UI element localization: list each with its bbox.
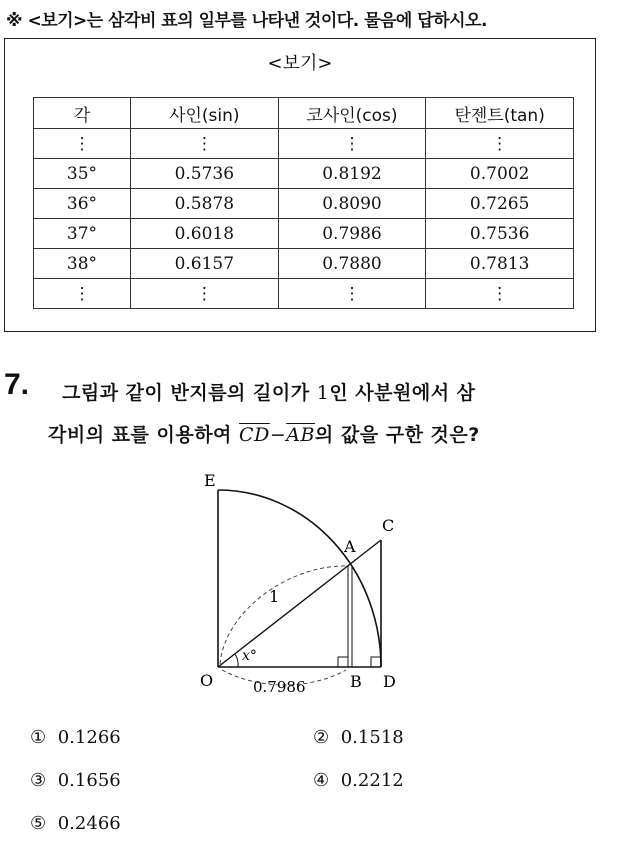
choice-value: 0.1266 [57, 727, 121, 748]
question-text: 의 값을 구한 것은? [314, 424, 480, 446]
table-cell: ⋮ [278, 129, 426, 159]
table-cell: 0.7536 [426, 219, 574, 249]
header-sin: 사인(sin) [130, 98, 278, 129]
table-cell: 0.6157 [130, 249, 278, 279]
angle-arc [235, 654, 238, 667]
label-radius-one: 1 [269, 587, 280, 606]
table-cell: 38° [34, 249, 131, 279]
table-cell: ⋮ [130, 129, 278, 159]
label-a: A [344, 537, 356, 556]
choice-5[interactable] [30, 813, 121, 834]
table-cell: 37° [34, 219, 131, 249]
quarter-arc [218, 490, 381, 667]
choice-mark: ① [30, 727, 47, 748]
radius-dashed-arc [220, 566, 346, 664]
label-d: D [383, 672, 396, 691]
choice-value: 0.1656 [57, 770, 121, 791]
right-angle-mark-b [338, 657, 348, 667]
table-cell: 0.5736 [130, 159, 278, 189]
header-angle: 각 [34, 98, 131, 129]
instruction-text: ※ <보기>는 삼각비 표의 일부를 나타낸 것이다. 물음에 답하시오. [6, 11, 487, 31]
choice-1[interactable] [30, 727, 121, 748]
label-ob-length: 0.7986 [253, 678, 306, 696]
label-c: C [382, 516, 395, 535]
segment-ab: $\overline{AB}$ [286, 424, 315, 446]
question-text: 각비의 표를 이용하여 [48, 424, 240, 446]
table-cell: ⋮ [426, 129, 574, 159]
table-cell: 0.5878 [130, 189, 278, 219]
example-box-title: <보기> [267, 53, 333, 74]
segment-cd: $\overline{CD}$ [239, 424, 270, 446]
table-cell: ⋮ [34, 279, 131, 309]
table-cell: 0.7880 [278, 249, 426, 279]
label-o: O [200, 671, 214, 690]
table-cell: 0.7265 [426, 189, 574, 219]
choice-value: 0.2212 [340, 770, 404, 791]
minus-sign: − [269, 424, 287, 446]
header-tan: 탄젠트(tan) [426, 98, 574, 129]
choice-mark: ⑤ [30, 813, 47, 834]
radius-value: 1 [316, 382, 330, 404]
choice-mark: ② [313, 727, 330, 748]
table-cell: 0.7813 [426, 249, 574, 279]
label-e: E [204, 471, 216, 490]
table-cell: ⋮ [278, 279, 426, 309]
table-cell: ⋮ [426, 279, 574, 309]
choice-mark: ③ [30, 770, 47, 791]
question-text: 인 사분원에서 삼 [329, 382, 476, 404]
header-cos: 코사인(cos) [278, 98, 426, 129]
table-cell: 0.7002 [426, 159, 574, 189]
table-cell: 0.7986 [278, 219, 426, 249]
table-cell: 0.8090 [278, 189, 426, 219]
table-cell: 35° [34, 159, 131, 189]
question-text: 그림과 같이 반지름의 길이가 [62, 382, 317, 404]
right-angle-mark-d [371, 657, 381, 667]
choice-3[interactable] [30, 770, 121, 791]
choice-value: 0.1518 [340, 727, 404, 748]
choice-4[interactable] [313, 770, 404, 791]
choice-2[interactable] [313, 727, 404, 748]
choice-mark: ④ [313, 770, 330, 791]
choice-value: 0.2466 [57, 813, 121, 834]
label-b: B [350, 672, 362, 691]
table-cell: ⋮ [34, 129, 131, 159]
table-cell: 0.6018 [130, 219, 278, 249]
table-cell: 0.8192 [278, 159, 426, 189]
label-angle-x: x° [242, 648, 257, 664]
question-number: 7. [4, 368, 30, 401]
table-cell: ⋮ [130, 279, 278, 309]
table-cell: 36° [34, 189, 131, 219]
